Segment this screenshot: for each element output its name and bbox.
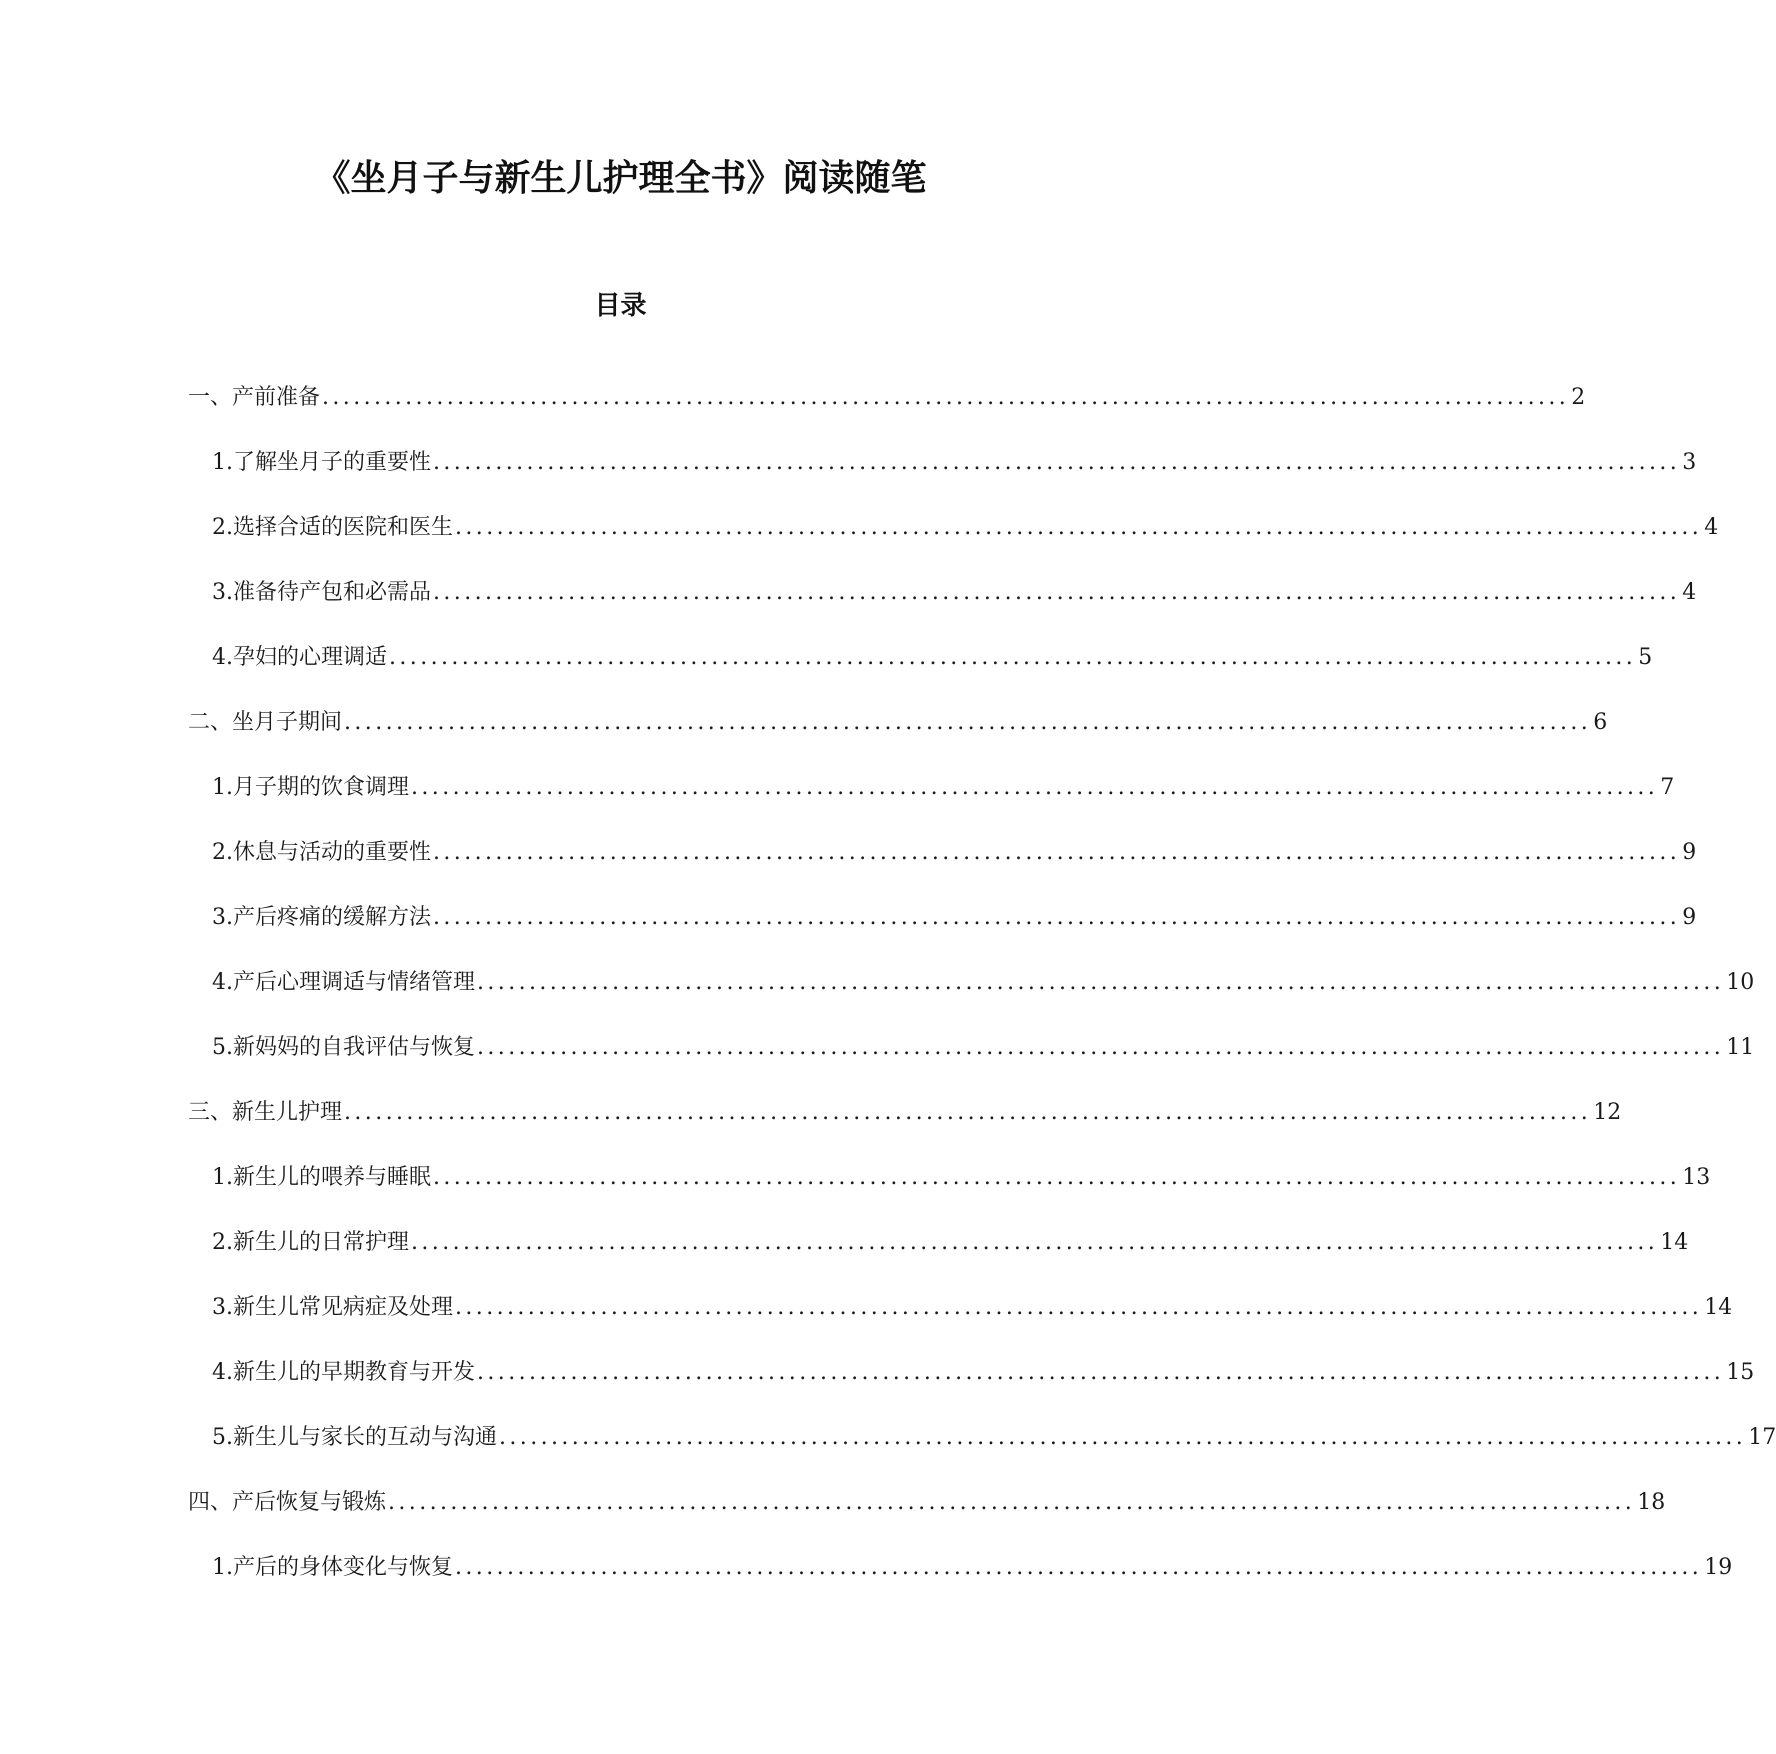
toc-entry-label: 产后的身体变化与恢复 (233, 1555, 454, 1580)
toc-dot-leader: ........................................................................................................................ (477, 1360, 1725, 1385)
toc-dot-leader: ........................................................................................................................ (389, 645, 1637, 670)
toc-entry-page-number: 18 (1637, 1490, 1666, 1515)
toc-entry-label: 产后疼痛的缓解方法 (233, 905, 432, 930)
toc-dot-leader: ........................................................................................................................ (477, 1035, 1725, 1060)
toc-entry-page-number: 6 (1593, 710, 1608, 735)
toc-entry-page-number: 14 (1660, 1230, 1689, 1255)
toc-entry[interactable] (212, 1028, 1755, 1068)
toc-entry-number: 2. (212, 515, 233, 540)
toc-entry-page-number: 2 (1571, 385, 1586, 410)
toc-entry-number: 1. (212, 1555, 233, 1580)
toc-entry[interactable] (212, 508, 1719, 548)
toc-dot-leader: ........................................................................................................................ (322, 385, 1570, 410)
toc-entry[interactable] (188, 1093, 1622, 1133)
toc-entry-page-number: 12 (1593, 1100, 1622, 1125)
toc-entry[interactable] (188, 703, 1608, 743)
toc-dot-leader: ........................................................................................................................ (433, 580, 1681, 605)
toc-entry[interactable] (212, 1548, 1733, 1588)
toc-dot-leader: ........................................................................................................................ (411, 775, 1659, 800)
toc-entry-page-number: 4 (1704, 515, 1719, 540)
toc-dot-leader: ........................................................................................................................ (433, 840, 1681, 865)
toc-entry-number: 5. (212, 1425, 233, 1450)
toc-entry[interactable] (212, 443, 1697, 483)
toc-entry-page-number: 4 (1682, 580, 1697, 605)
toc-entry-number: 1. (212, 775, 233, 800)
toc-entry-page-number: 19 (1704, 1555, 1733, 1580)
toc-dot-leader: ........................................................................................................................ (455, 515, 1703, 540)
document-title: 《坐月子与新生儿护理全书》阅读随笔 (314, 157, 927, 199)
toc-entry-label: 新生儿常见病症及处理 (233, 1295, 454, 1320)
toc-heading: 目录 (594, 291, 647, 321)
toc-dot-leader: ........................................................................................................................ (455, 1555, 1703, 1580)
toc-entry-label: 新生儿与家长的互动与沟通 (233, 1425, 498, 1450)
toc-dot-leader: ........................................................................................................................ (411, 1230, 1659, 1255)
toc-entry-label: 一、产前准备 (188, 385, 321, 410)
toc-dot-leader: ........................................................................................................................ (477, 970, 1725, 995)
toc-entry[interactable] (212, 1353, 1755, 1393)
toc-entry[interactable] (212, 1288, 1733, 1328)
toc-dot-leader: ........................................................................................................................ (433, 905, 1681, 930)
toc-entry-label: 孕妇的心理调适 (233, 645, 388, 670)
toc-entry-label: 选择合适的医院和医生 (233, 515, 454, 540)
toc-entry-page-number: 15 (1726, 1360, 1755, 1385)
toc-dot-leader: ........................................................................................................................ (388, 1490, 1636, 1515)
toc-entry[interactable] (212, 1223, 1689, 1263)
toc-entry[interactable] (188, 378, 1586, 418)
toc-entry-number: 4. (212, 645, 233, 670)
toc-entry-label: 三、新生儿护理 (188, 1100, 343, 1125)
toc-dot-leader: ........................................................................................................................ (433, 450, 1681, 475)
toc-entry-page-number: 11 (1726, 1035, 1755, 1060)
toc-entry-page-number: 9 (1682, 905, 1697, 930)
toc-entry-label: 休息与活动的重要性 (233, 840, 432, 865)
toc-entry-number: 5. (212, 1035, 233, 1060)
toc-entry-number: 2. (212, 840, 233, 865)
toc-entry-label: 新妈妈的自我评估与恢复 (233, 1035, 476, 1060)
toc-entry-label: 新生儿的早期教育与开发 (233, 1360, 476, 1385)
toc-dot-leader: ........................................................................................................................ (433, 1165, 1681, 1190)
toc-entry-label: 新生儿的日常护理 (233, 1230, 410, 1255)
toc-entry[interactable] (212, 963, 1755, 1003)
toc-entry-page-number: 9 (1682, 840, 1697, 865)
toc-entry-label: 准备待产包和必需品 (233, 580, 432, 605)
toc-dot-leader: ........................................................................................................................ (455, 1295, 1703, 1320)
toc-entry-number: 3. (212, 905, 233, 930)
toc-entry-label: 新生儿的喂养与睡眠 (233, 1165, 432, 1190)
toc-entry-label: 四、产后恢复与锻炼 (188, 1490, 387, 1515)
toc-entry-number: 3. (212, 1295, 233, 1320)
toc-entry-page-number: 14 (1704, 1295, 1733, 1320)
toc-entry-page-number: 13 (1682, 1165, 1711, 1190)
toc-entry-label: 二、坐月子期间 (188, 710, 343, 735)
toc-entry-page-number: 3 (1682, 450, 1697, 475)
toc-entry[interactable] (212, 833, 1697, 873)
toc-entry-number: 4. (212, 970, 233, 995)
toc-entry[interactable] (212, 1418, 1776, 1458)
toc-entry[interactable] (188, 1483, 1666, 1523)
toc-entry[interactable] (212, 1158, 1711, 1198)
toc-entry-label: 产后心理调适与情绪管理 (233, 970, 476, 995)
toc-entry-page-number: 17 (1748, 1425, 1776, 1450)
toc-entry[interactable] (212, 638, 1653, 678)
toc-entry-number: 3. (212, 580, 233, 605)
toc-entry-page-number: 5 (1638, 645, 1653, 670)
toc-dot-leader: ........................................................................................................................ (344, 710, 1592, 735)
toc-entry-number: 4. (212, 1360, 233, 1385)
toc-entry-label: 了解坐月子的重要性 (233, 450, 432, 475)
toc-dot-leader: ........................................................................................................................ (499, 1425, 1747, 1450)
toc-entry[interactable] (212, 768, 1675, 808)
toc-dot-leader: ........................................................................................................................ (344, 1100, 1592, 1125)
toc-entry-page-number: 7 (1660, 775, 1675, 800)
toc-entry-number: 2. (212, 1230, 233, 1255)
toc-entry-number: 1. (212, 450, 233, 475)
toc-entry[interactable] (212, 573, 1697, 613)
toc-entry[interactable] (212, 898, 1697, 938)
toc-entry-number: 1. (212, 1165, 233, 1190)
toc-entry-page-number: 10 (1726, 970, 1755, 995)
toc-entry-label: 月子期的饮食调理 (233, 775, 410, 800)
